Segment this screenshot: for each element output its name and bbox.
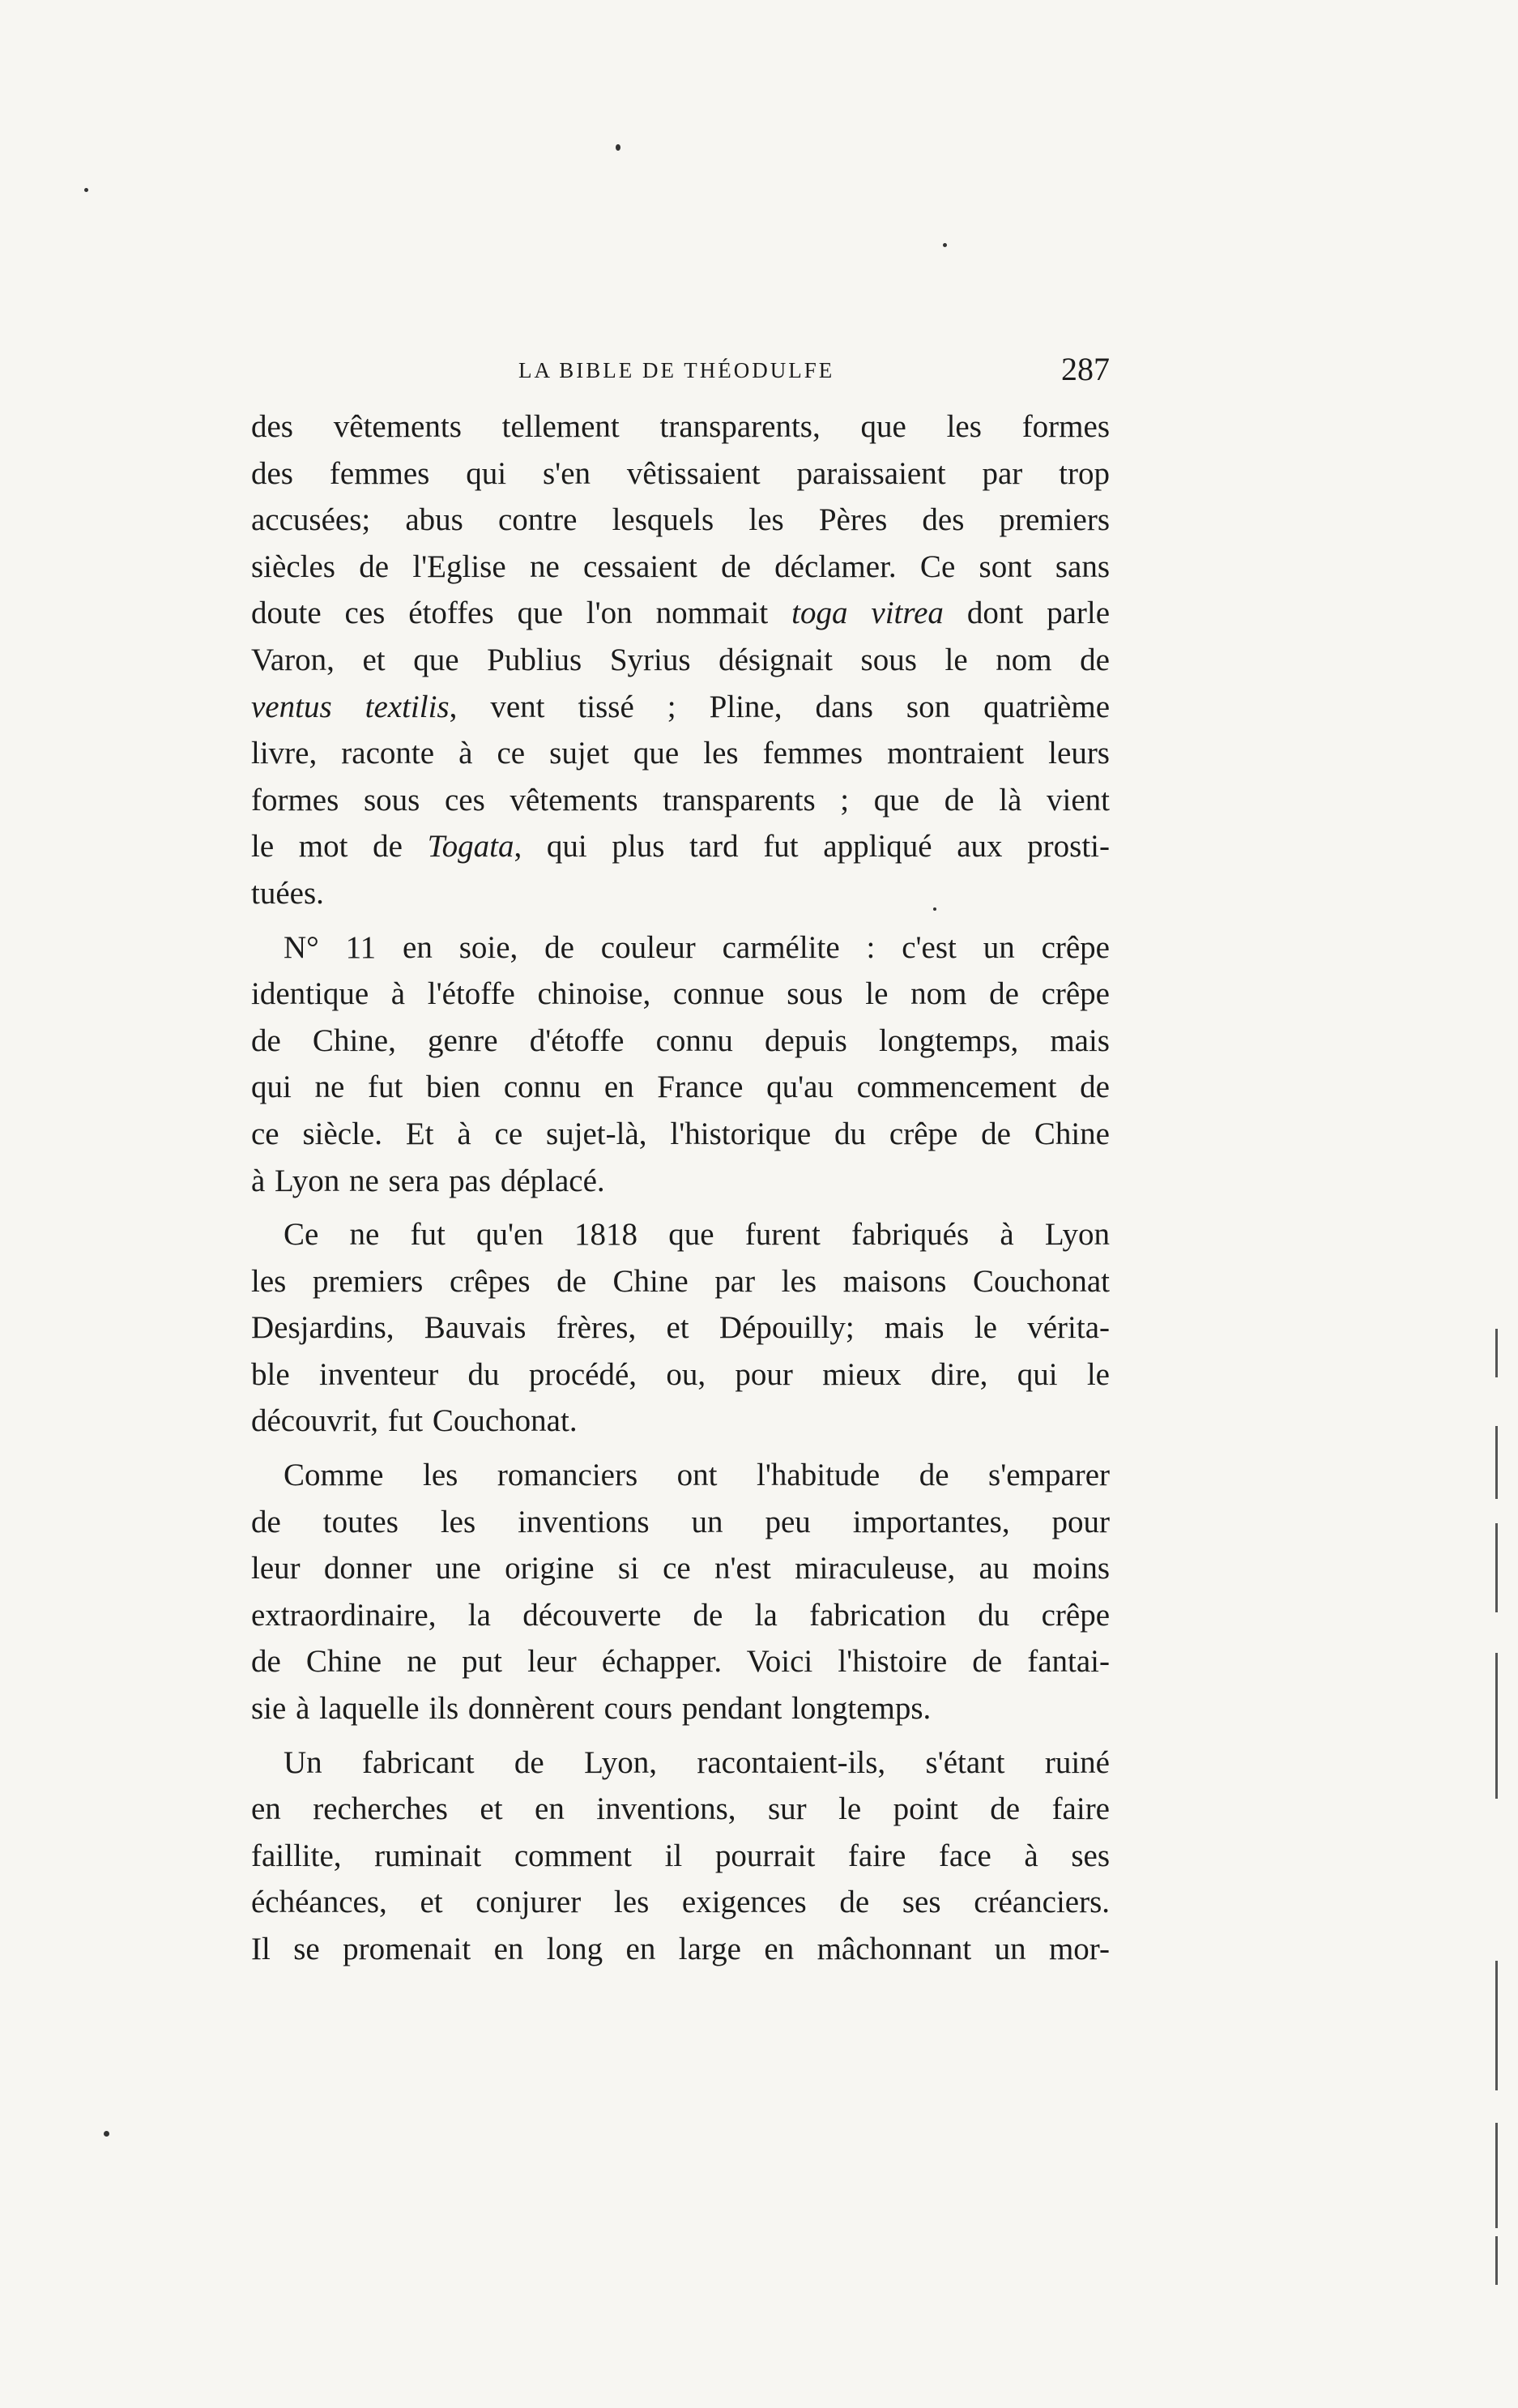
paragraph: [251, 1211, 1110, 1445]
margin-scan-line: [1495, 1523, 1498, 1612]
text-line: Desjardins, Bauvais frères, et Dépouilly; mais le vérita-: [251, 1310, 1110, 1346]
scan-speck: [933, 907, 936, 911]
text-line: Varon, et que Publius Syrius désignait sous le nom de: [251, 642, 1110, 677]
text-line: N° 11 en soie, de couleur carmélite : c'est un crêpe: [284, 929, 1110, 965]
margin-scan-line: [1495, 1329, 1498, 1377]
text-line: doute ces étoffes que l'on nommait toga vitrea dont parle: [251, 596, 1111, 631]
text-line: sie à laquelle ils donnèrent cours pendant longtemps.: [251, 1691, 932, 1727]
text-line: les premiers crêpes de Chine par les maisons Couchonat: [251, 1263, 1110, 1299]
text-line: ce siècle. Et à ce sujet-là, l'historique du crêpe de Chine: [251, 1116, 1110, 1151]
text-line: siècles de l'Eglise ne cessaient de déclamer. Ce sont sans: [251, 549, 1110, 584]
text-line: qui ne fut bien connu en France qu'au commencement de: [251, 1070, 1110, 1105]
text-line: leur donner une origine si ce n'est miraculeuse, au moins: [251, 1551, 1110, 1586]
text-line: Comme les romanciers ont l'habitude de s'emparer: [284, 1458, 1110, 1493]
paragraph: [251, 924, 1110, 1205]
margin-scan-line: [1495, 1653, 1498, 1799]
running-head: [251, 350, 1110, 399]
text-line: accusées; abus contre lesquels les Pères des premiers: [251, 502, 1110, 538]
text-line: Il se promenait en long en large en mâchonnant un mor-: [251, 1932, 1110, 1966]
text-line: découvrit, fut Couchonat.: [251, 1403, 578, 1439]
text-line: Un fabricant de Lyon, racontaient-ils, s'étant ruiné: [284, 1744, 1110, 1780]
italic-term: Togata: [427, 829, 514, 865]
text-line: formes sous ces vêtements transparents ; que de là vient: [251, 782, 1110, 818]
scan-speck: [616, 144, 620, 151]
running-title: LA BIBLE DE THÉODULFE: [518, 358, 835, 382]
text-line: de Chine, genre d'étoffe connu depuis longtemps, mais: [251, 1023, 1110, 1058]
text-line: des femmes qui s'en vêtissaient paraissaient par trop: [251, 455, 1110, 491]
scan-speck: [943, 243, 947, 247]
text-line: à Lyon ne sera pas déplacé.: [251, 1163, 605, 1198]
text-line: ventus textilis, vent tissé ; Pline, dans son quatrième: [251, 689, 1111, 724]
scan-speck: [104, 2131, 109, 2137]
text-line: faillite, ruminait comment il pourrait faire face à ses: [251, 1838, 1110, 1873]
text-line: livre, raconte à ce sujet que les femmes montraient leurs: [251, 736, 1110, 771]
text-line: ble inventeur du procédé, ou, pour mieux dire, qui le: [251, 1356, 1110, 1392]
margin-scan-line: [1495, 1426, 1498, 1499]
margin-scan-line: [1495, 2123, 1498, 2228]
paragraph: [251, 403, 1110, 917]
paragraph: [251, 1452, 1110, 1732]
text-line: Ce ne fut qu'en 1818 que furent fabriqués à Lyon: [284, 1217, 1110, 1253]
text-line: extraordinaire, la découverte de la fabrication du crêpe: [251, 1597, 1110, 1633]
margin-scan-line: [1495, 1961, 1498, 2090]
text-line: tuées.: [251, 875, 324, 911]
text-line: de toutes les inventions un peu importantes, pour: [251, 1504, 1110, 1539]
text-line: échéances, et conjurer les exigences de ses créanciers.: [251, 1885, 1110, 1920]
margin-scan-line: [1495, 2236, 1498, 2285]
scan-speck: [84, 188, 88, 192]
text-line: des vêtements tellement transparents, que les formes: [251, 409, 1110, 444]
text-line: le mot de Togata, qui plus tard fut appliqué aux prosti-: [251, 829, 1110, 865]
page-number: 287: [1061, 351, 1110, 387]
body-text: [251, 403, 1110, 1980]
text-line: identique à l'étoffe chinoise, connue sous le nom de crêpe: [251, 976, 1110, 1012]
text-line: de Chine ne put leur échapper. Voici l'histoire de fantai-: [251, 1644, 1110, 1680]
italic-term: ventus textilis: [251, 689, 450, 724]
paragraph: [251, 1740, 1110, 1973]
text-line: en recherches et en inventions, sur le point de faire: [251, 1791, 1110, 1827]
italic-term: toga vitrea: [791, 596, 944, 631]
